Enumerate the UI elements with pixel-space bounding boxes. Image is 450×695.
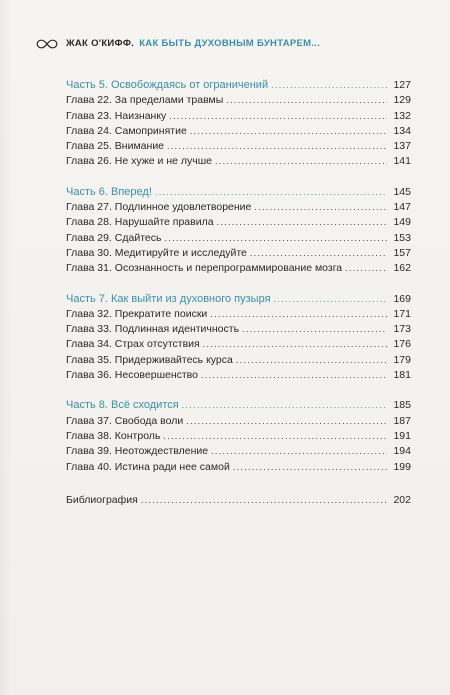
part-title: Часть 6. Вперед! [66,185,152,198]
page-number: 173 [393,323,411,336]
page-number: 162 [393,262,411,275]
page-number: 199 [393,460,411,473]
leader-dots [226,93,387,108]
toc-chapter-entry[interactable] [66,414,411,429]
toc-chapter-entry[interactable] [66,154,411,169]
toc-chapter-entry[interactable] [66,460,411,475]
leader-dots [236,353,387,368]
infinity-icon [36,39,58,49]
leader-dots [141,493,387,508]
running-header [36,38,320,49]
chapter-title: Глава 38. Контроль [66,429,161,442]
page-number: 194 [393,445,411,458]
leader-dots [163,429,387,444]
table-of-contents [66,72,411,508]
page-number: 134 [393,124,411,137]
part-title: Часть 7. Как выйти из духовного пузыря [66,292,271,305]
leader-dots [242,322,387,337]
toc-chapter-entry[interactable] [66,215,411,230]
page-number: 137 [393,140,411,153]
chapter-title: Глава 28. Нарушайте правила [66,216,214,229]
leader-dots [254,200,387,215]
toc-chapter-entry[interactable] [66,139,411,154]
toc-chapter-entry[interactable] [66,93,411,108]
toc-part-heading[interactable] [66,398,411,413]
part-title: Часть 8. Всё сходится [66,399,179,412]
page-number: 181 [393,369,411,382]
toc-part-6 [66,185,411,277]
page-number: 185 [393,399,411,412]
chapter-title: Глава 40. Истина ради нее самой [66,460,230,473]
toc-part-heading[interactable] [66,185,411,200]
leader-dots [250,246,387,261]
page-number: 171 [393,307,411,320]
page-number: 141 [393,155,411,168]
page-number: 187 [393,414,411,427]
leader-dots [215,154,387,169]
leader-dots [155,185,387,200]
bibliography-title: Библиография [66,493,138,506]
toc-chapter-entry[interactable] [66,368,411,383]
chapter-title: Глава 39. Неотождествление [66,445,209,458]
toc-part-heading[interactable] [66,292,411,307]
toc-chapter-entry[interactable] [66,109,411,124]
chapter-title: Глава 26. Не хуже и не лучше [66,155,212,168]
leader-dots [186,414,387,429]
page-number: 132 [393,109,411,122]
leader-dots [182,398,387,413]
leader-dots [345,261,387,276]
page-number: 179 [393,353,411,366]
leader-dots [169,109,387,124]
toc-chapter-entry[interactable] [66,429,411,444]
chapter-title: Глава 22. За пределами травмы [66,94,224,107]
leader-dots [211,444,387,459]
toc-chapter-entry[interactable] [66,337,411,352]
toc-part-7 [66,292,411,384]
page-number: 202 [393,493,411,506]
chapter-title: Глава 32. Прекратите поиски [66,307,208,320]
chapter-title: Глава 23. Наизнанку [66,109,167,122]
toc-chapter-entry[interactable] [66,124,411,139]
chapter-title: Глава 37. Свобода воли [66,414,184,427]
toc-part-8 [66,398,411,474]
chapter-title: Глава 25. Внимание [66,140,165,153]
page-number: 145 [393,185,411,198]
toc-chapter-entry[interactable] [66,231,411,246]
chapter-title: Глава 36. Несовершенство [66,369,198,382]
leader-dots [274,292,387,307]
chapter-title: Глава 34. Страх отсутствия [66,338,200,351]
chapter-title: Глава 31. Осознанность и перепрограммирование мозга [66,262,343,275]
page-number: 176 [393,338,411,351]
leader-dots [203,337,387,352]
toc-chapter-entry[interactable] [66,322,411,337]
leader-dots [271,78,387,93]
chapter-title: Глава 33. Подлинная идентичность [66,323,240,336]
toc-part-5 [66,78,411,170]
page-number: 157 [393,246,411,259]
leader-dots [164,231,387,246]
leader-dots [201,368,387,383]
chapter-title: Глава 30. Медитируйте и исследуйте [66,246,247,259]
toc-chapter-entry[interactable] [66,246,411,261]
page-number: 191 [393,429,411,442]
chapter-title: Глава 24. Самопринятие [66,124,187,137]
page-number: 169 [393,292,411,305]
chapter-title: Глава 27. Подлинное удовлетворение [66,201,252,214]
toc-chapter-entry[interactable] [66,261,411,276]
toc-bibliography-entry[interactable] [66,493,411,508]
page-number: 147 [393,201,411,214]
toc-chapter-entry[interactable] [66,307,411,322]
leader-dots [217,215,387,230]
header-author: ЖАК О'КИФФ. [66,38,135,49]
toc-part-heading[interactable] [66,78,411,93]
page-number: 149 [393,216,411,229]
toc-chapter-entry[interactable] [66,444,411,459]
chapter-title: Глава 35. Придерживайтесь курса [66,353,233,366]
page-gutter-shadow [0,0,12,695]
toc-chapter-entry[interactable] [66,200,411,215]
page-number: 153 [393,231,411,244]
part-title: Часть 5. Освобождаясь от ограничений [66,79,269,91]
leader-dots [233,460,387,475]
header-book-title: КАК БЫТЬ ДУХОВНЫМ БУНТАРЕМ... [139,38,321,49]
page-number: 127 [393,79,411,91]
chapter-title: Глава 29. Сдайтесь [66,231,162,244]
leader-dots [210,307,387,322]
page-number: 129 [393,94,411,107]
leader-dots [167,139,387,154]
toc-chapter-entry[interactable] [66,353,411,368]
leader-dots [190,124,387,139]
